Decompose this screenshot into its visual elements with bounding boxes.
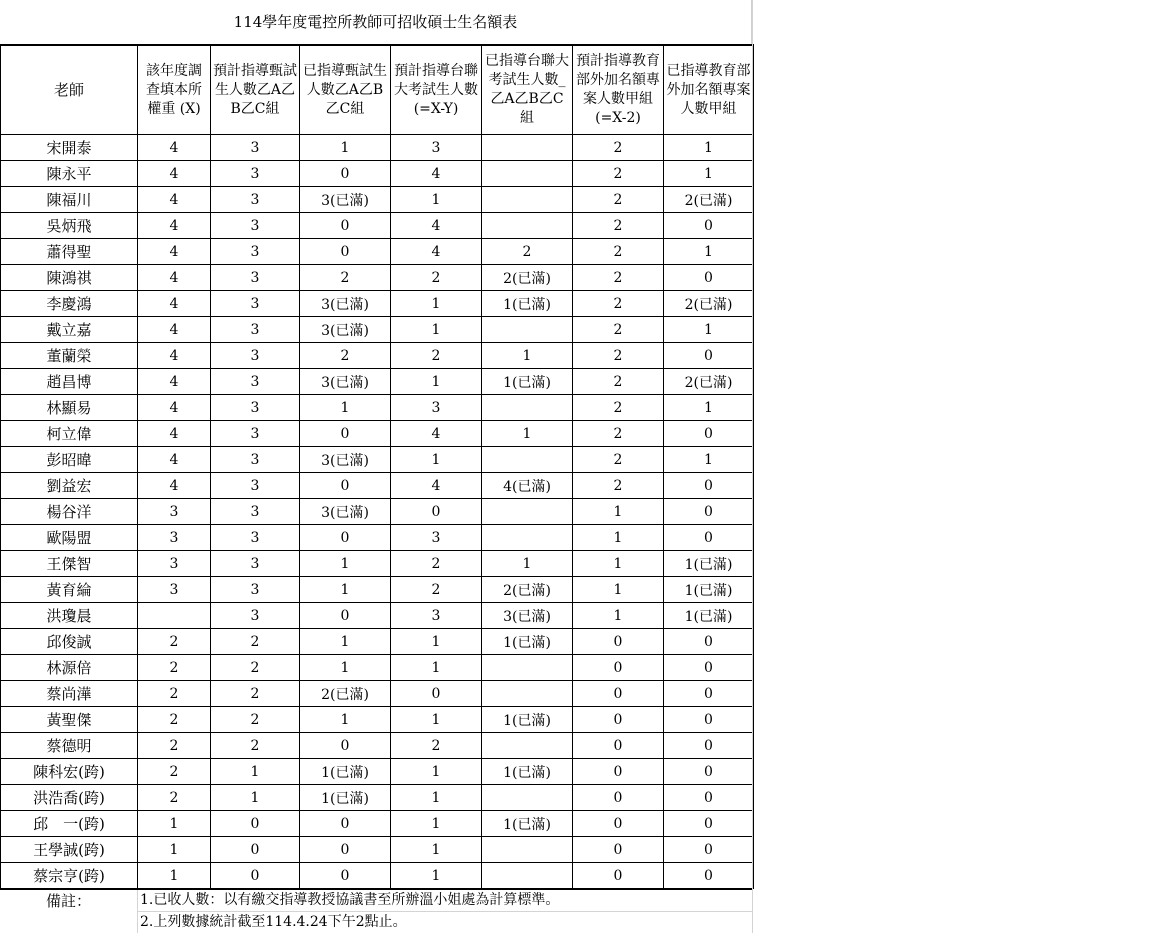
cell-planned-exam[interactable]: 3 bbox=[391, 395, 482, 421]
cell-admitted-recommended[interactable]: 3(已滿) bbox=[300, 187, 391, 213]
table-row bbox=[1, 421, 754, 447]
cell-weight[interactable]: 4 bbox=[138, 369, 211, 395]
cell-planned-exam[interactable]: 2 bbox=[391, 577, 482, 603]
table-row bbox=[1, 343, 754, 369]
table-row bbox=[1, 759, 754, 785]
sheet-title: 114學年度電控所教師可招收碩士生名額表 bbox=[0, 0, 752, 45]
cell-admitted-moe[interactable]: 0 bbox=[664, 525, 754, 551]
cell-planned-exam[interactable]: 1 bbox=[391, 863, 482, 889]
table-row bbox=[1, 213, 754, 239]
cell-admitted-moe[interactable]: 1 bbox=[664, 317, 754, 343]
header-row bbox=[1, 45, 754, 135]
cell-admitted-recommended[interactable]: 2 bbox=[300, 265, 391, 291]
cell-admitted-exam[interactable]: 1(已滿) bbox=[482, 369, 573, 395]
cell-teacher-name[interactable]: 黃聖傑 bbox=[1, 707, 138, 733]
cell-admitted-recommended[interactable]: 0 bbox=[300, 213, 391, 239]
cell-planned-moe[interactable]: 2 bbox=[573, 265, 664, 291]
cell-planned-recommended[interactable]: 3 bbox=[211, 187, 300, 213]
cell-admitted-recommended[interactable]: 1(已滿) bbox=[300, 759, 391, 785]
cell-planned-exam[interactable]: 3 bbox=[391, 525, 482, 551]
table-row bbox=[1, 811, 754, 837]
column-header-planned-recommended[interactable]: 預計指導甄試生人數乙A乙B乙C組 bbox=[211, 45, 300, 135]
cell-weight[interactable]: 1 bbox=[138, 863, 211, 889]
cell-admitted-exam[interactable]: 1 bbox=[482, 343, 573, 369]
cell-admitted-exam[interactable]: 1 bbox=[482, 551, 573, 577]
cell-planned-moe[interactable]: 0 bbox=[573, 655, 664, 681]
quota-table bbox=[0, 44, 754, 889]
cell-weight[interactable]: 4 bbox=[138, 213, 211, 239]
cell-planned-moe[interactable]: 2 bbox=[573, 473, 664, 499]
cell-planned-exam[interactable]: 2 bbox=[391, 551, 482, 577]
cell-planned-recommended[interactable]: 3 bbox=[211, 525, 300, 551]
cell-weight[interactable]: 1 bbox=[138, 811, 211, 837]
cell-weight[interactable]: 4 bbox=[138, 239, 211, 265]
cell-planned-recommended[interactable]: 1 bbox=[211, 785, 300, 811]
cell-weight[interactable]: 2 bbox=[138, 655, 211, 681]
cell-admitted-exam[interactable] bbox=[482, 785, 573, 811]
notes-section bbox=[0, 888, 753, 933]
cell-planned-recommended[interactable]: 3 bbox=[211, 499, 300, 525]
cell-planned-recommended[interactable]: 3 bbox=[211, 135, 300, 161]
cell-planned-exam[interactable]: 0 bbox=[391, 499, 482, 525]
cell-planned-exam[interactable]: 4 bbox=[391, 213, 482, 239]
cell-admitted-recommended[interactable]: 1 bbox=[300, 629, 391, 655]
cell-admitted-recommended[interactable]: 1 bbox=[300, 577, 391, 603]
cell-planned-recommended[interactable]: 3 bbox=[211, 317, 300, 343]
cell-planned-exam[interactable]: 3 bbox=[391, 135, 482, 161]
cell-admitted-moe[interactable]: 2(已滿) bbox=[664, 187, 754, 213]
cell-admitted-exam[interactable] bbox=[482, 863, 573, 889]
cell-admitted-recommended[interactable]: 0 bbox=[300, 239, 391, 265]
table-row bbox=[1, 681, 754, 707]
table-row bbox=[1, 499, 754, 525]
cell-admitted-exam[interactable]: 1(已滿) bbox=[482, 811, 573, 837]
column-header-weight[interactable]: 該年度調查填本所權重 (X) bbox=[138, 45, 211, 135]
cell-teacher-name[interactable]: 蕭得聖 bbox=[1, 239, 138, 265]
cell-planned-moe[interactable]: 2 bbox=[573, 369, 664, 395]
cell-planned-recommended[interactable]: 0 bbox=[211, 863, 300, 889]
table-row bbox=[1, 395, 754, 421]
cell-admitted-moe[interactable]: 1(已滿) bbox=[664, 603, 754, 629]
cell-admitted-recommended[interactable]: 3(已滿) bbox=[300, 369, 391, 395]
cell-planned-moe[interactable]: 0 bbox=[573, 681, 664, 707]
cell-planned-exam[interactable]: 1 bbox=[391, 317, 482, 343]
cell-weight[interactable] bbox=[138, 603, 211, 629]
cell-admitted-recommended[interactable]: 0 bbox=[300, 525, 391, 551]
cell-planned-moe[interactable]: 1 bbox=[573, 551, 664, 577]
cell-planned-exam[interactable]: 2 bbox=[391, 733, 482, 759]
cell-admitted-moe[interactable]: 0 bbox=[664, 265, 754, 291]
cell-admitted-exam[interactable] bbox=[482, 681, 573, 707]
cell-planned-recommended[interactable]: 2 bbox=[211, 629, 300, 655]
cell-teacher-name[interactable]: 楊谷洋 bbox=[1, 499, 138, 525]
cell-planned-recommended[interactable]: 2 bbox=[211, 733, 300, 759]
cell-planned-exam[interactable]: 2 bbox=[391, 343, 482, 369]
cell-admitted-moe[interactable]: 0 bbox=[664, 629, 754, 655]
cell-planned-exam[interactable]: 2 bbox=[391, 265, 482, 291]
table-row bbox=[1, 629, 754, 655]
cell-planned-recommended[interactable]: 3 bbox=[211, 447, 300, 473]
cell-planned-exam[interactable]: 1 bbox=[391, 447, 482, 473]
cell-planned-moe[interactable]: 2 bbox=[573, 447, 664, 473]
cell-weight[interactable]: 2 bbox=[138, 707, 211, 733]
cell-admitted-moe[interactable]: 2(已滿) bbox=[664, 369, 754, 395]
cell-admitted-moe[interactable]: 0 bbox=[664, 785, 754, 811]
cell-teacher-name[interactable]: 陳福川 bbox=[1, 187, 138, 213]
cell-admitted-exam[interactable] bbox=[482, 161, 573, 187]
cell-admitted-moe[interactable]: 0 bbox=[664, 759, 754, 785]
cell-planned-exam[interactable]: 1 bbox=[391, 655, 482, 681]
cell-admitted-exam[interactable]: 2(已滿) bbox=[482, 265, 573, 291]
cell-weight[interactable]: 4 bbox=[138, 343, 211, 369]
cell-planned-moe[interactable]: 2 bbox=[573, 239, 664, 265]
cell-planned-moe[interactable]: 0 bbox=[573, 785, 664, 811]
cell-teacher-name[interactable]: 黃育綸 bbox=[1, 577, 138, 603]
table-row bbox=[1, 317, 754, 343]
column-header-admitted-exam[interactable]: 已指導台聯大考試生人數_乙A乙B乙C組 bbox=[482, 45, 573, 135]
table-row bbox=[1, 525, 754, 551]
cell-admitted-moe[interactable]: 1(已滿) bbox=[664, 577, 754, 603]
cell-planned-moe[interactable]: 2 bbox=[573, 187, 664, 213]
cell-planned-recommended[interactable]: 1 bbox=[211, 759, 300, 785]
cell-planned-recommended[interactable]: 3 bbox=[211, 213, 300, 239]
cell-weight[interactable]: 4 bbox=[138, 447, 211, 473]
cell-admitted-recommended[interactable]: 3(已滿) bbox=[300, 317, 391, 343]
table-row bbox=[1, 135, 754, 161]
cell-admitted-exam[interactable] bbox=[482, 733, 573, 759]
cell-planned-moe[interactable]: 2 bbox=[573, 343, 664, 369]
cell-admitted-recommended[interactable]: 0 bbox=[300, 811, 391, 837]
cell-weight[interactable]: 2 bbox=[138, 681, 211, 707]
cell-planned-moe[interactable]: 1 bbox=[573, 525, 664, 551]
cell-planned-moe[interactable]: 2 bbox=[573, 135, 664, 161]
cell-planned-exam[interactable]: 4 bbox=[391, 473, 482, 499]
cell-planned-moe[interactable]: 2 bbox=[573, 213, 664, 239]
cell-planned-moe[interactable]: 0 bbox=[573, 707, 664, 733]
cell-teacher-name[interactable]: 彭昭暐 bbox=[1, 447, 138, 473]
cell-planned-recommended[interactable]: 3 bbox=[211, 239, 300, 265]
cell-teacher-name[interactable]: 邱 一(跨) bbox=[1, 811, 138, 837]
cell-teacher-name[interactable]: 柯立偉 bbox=[1, 421, 138, 447]
cell-planned-exam[interactable]: 1 bbox=[391, 291, 482, 317]
cell-teacher-name[interactable]: 劉益宏 bbox=[1, 473, 138, 499]
cell-weight[interactable]: 2 bbox=[138, 785, 211, 811]
cell-planned-exam[interactable]: 1 bbox=[391, 837, 482, 863]
cell-admitted-exam[interactable]: 1(已滿) bbox=[482, 759, 573, 785]
cell-teacher-name[interactable]: 林顯易 bbox=[1, 395, 138, 421]
column-header-planned-moe[interactable]: 預計指導教育部外加名額專案人數甲組(=X-2) bbox=[573, 45, 664, 135]
cell-teacher-name[interactable]: 李慶鴻 bbox=[1, 291, 138, 317]
cell-admitted-moe[interactable]: 1 bbox=[664, 135, 754, 161]
cell-planned-moe[interactable]: 0 bbox=[573, 759, 664, 785]
cell-admitted-moe[interactable]: 2(已滿) bbox=[664, 291, 754, 317]
cell-admitted-moe[interactable]: 0 bbox=[664, 655, 754, 681]
column-header-planned-exam[interactable]: 預計指導台聯大考試生人數(=X-Y) bbox=[391, 45, 482, 135]
cell-admitted-moe[interactable]: 0 bbox=[664, 733, 754, 759]
cell-admitted-exam[interactable] bbox=[482, 395, 573, 421]
column-header-teacher[interactable]: 老師 bbox=[1, 45, 138, 135]
cell-admitted-recommended[interactable]: 2 bbox=[300, 343, 391, 369]
cell-planned-moe[interactable]: 2 bbox=[573, 291, 664, 317]
table-row bbox=[1, 707, 754, 733]
cell-admitted-exam[interactable] bbox=[482, 187, 573, 213]
cell-admitted-exam[interactable] bbox=[482, 447, 573, 473]
cell-admitted-exam[interactable] bbox=[482, 135, 573, 161]
cell-admitted-recommended[interactable]: 1 bbox=[300, 135, 391, 161]
cell-admitted-exam[interactable] bbox=[482, 317, 573, 343]
cell-admitted-recommended[interactable]: 0 bbox=[300, 603, 391, 629]
cell-planned-recommended[interactable]: 3 bbox=[211, 577, 300, 603]
cell-admitted-recommended[interactable]: 0 bbox=[300, 837, 391, 863]
table-row bbox=[1, 239, 754, 265]
cell-weight[interactable]: 4 bbox=[138, 135, 211, 161]
cell-planned-moe[interactable]: 1 bbox=[573, 577, 664, 603]
cell-planned-moe[interactable]: 0 bbox=[573, 733, 664, 759]
cell-planned-recommended[interactable]: 0 bbox=[211, 837, 300, 863]
cell-weight[interactable]: 4 bbox=[138, 421, 211, 447]
cell-planned-exam[interactable]: 4 bbox=[391, 421, 482, 447]
cell-admitted-exam[interactable] bbox=[482, 213, 573, 239]
table-row bbox=[1, 785, 754, 811]
cell-admitted-exam[interactable]: 2 bbox=[482, 239, 573, 265]
cell-planned-recommended[interactable]: 2 bbox=[211, 707, 300, 733]
cell-teacher-name[interactable]: 趙昌博 bbox=[1, 369, 138, 395]
notes-label[interactable]: 備註： bbox=[45, 892, 91, 910]
table-row bbox=[1, 265, 754, 291]
cell-admitted-moe[interactable]: 1(已滿) bbox=[664, 551, 754, 577]
cell-admitted-moe[interactable]: 0 bbox=[664, 343, 754, 369]
cell-admitted-exam[interactable]: 1(已滿) bbox=[482, 707, 573, 733]
cell-planned-exam[interactable]: 1 bbox=[391, 187, 482, 213]
cell-teacher-name[interactable]: 蔡宗亨(跨) bbox=[1, 863, 138, 889]
cell-teacher-name[interactable]: 陳科宏(跨) bbox=[1, 759, 138, 785]
column-gridline bbox=[752, 0, 753, 933]
table-row bbox=[1, 733, 754, 759]
cell-planned-moe[interactable]: 0 bbox=[573, 837, 664, 863]
cell-teacher-name[interactable]: 陳永平 bbox=[1, 161, 138, 187]
cell-admitted-recommended[interactable]: 0 bbox=[300, 733, 391, 759]
cell-admitted-moe[interactable]: 1 bbox=[664, 447, 754, 473]
cell-admitted-exam[interactable]: 2(已滿) bbox=[482, 577, 573, 603]
cell-planned-moe[interactable]: 2 bbox=[573, 421, 664, 447]
cell-planned-recommended[interactable]: 3 bbox=[211, 603, 300, 629]
cell-planned-moe[interactable]: 2 bbox=[573, 317, 664, 343]
cell-admitted-recommended[interactable]: 1 bbox=[300, 707, 391, 733]
cell-teacher-name[interactable]: 王傑智 bbox=[1, 551, 138, 577]
cell-weight[interactable]: 2 bbox=[138, 733, 211, 759]
cell-planned-exam[interactable]: 4 bbox=[391, 239, 482, 265]
cell-weight[interactable]: 3 bbox=[138, 499, 211, 525]
table-row bbox=[1, 161, 754, 187]
table-row bbox=[1, 187, 754, 213]
cell-planned-exam[interactable]: 1 bbox=[391, 811, 482, 837]
cell-weight[interactable]: 4 bbox=[138, 265, 211, 291]
cell-planned-recommended[interactable]: 3 bbox=[211, 161, 300, 187]
cell-teacher-name[interactable]: 洪浩喬(跨) bbox=[1, 785, 138, 811]
cell-planned-recommended[interactable]: 3 bbox=[211, 473, 300, 499]
cell-teacher-name[interactable]: 董蘭榮 bbox=[1, 343, 138, 369]
cell-planned-recommended[interactable]: 0 bbox=[211, 811, 300, 837]
cell-admitted-exam[interactable]: 3(已滿) bbox=[482, 603, 573, 629]
cell-teacher-name[interactable]: 洪瓊晨 bbox=[1, 603, 138, 629]
cell-planned-moe[interactable]: 0 bbox=[573, 863, 664, 889]
cell-admitted-exam[interactable] bbox=[482, 499, 573, 525]
cell-planned-moe[interactable]: 0 bbox=[573, 811, 664, 837]
cell-teacher-name[interactable]: 吳炳飛 bbox=[1, 213, 138, 239]
table-row bbox=[1, 473, 754, 499]
cell-planned-moe[interactable]: 1 bbox=[573, 499, 664, 525]
cell-planned-exam[interactable]: 4 bbox=[391, 161, 482, 187]
table-body bbox=[1, 135, 754, 889]
cell-weight[interactable]: 3 bbox=[138, 525, 211, 551]
cell-weight[interactable]: 4 bbox=[138, 291, 211, 317]
cell-teacher-name[interactable]: 王學誠(跨) bbox=[1, 837, 138, 863]
cell-admitted-recommended[interactable]: 3(已滿) bbox=[300, 291, 391, 317]
cell-weight[interactable]: 3 bbox=[138, 577, 211, 603]
cell-admitted-moe[interactable]: 0 bbox=[664, 863, 754, 889]
cell-admitted-moe[interactable]: 0 bbox=[664, 811, 754, 837]
cell-admitted-moe[interactable]: 0 bbox=[664, 421, 754, 447]
cell-admitted-recommended[interactable]: 1 bbox=[300, 655, 391, 681]
cell-weight[interactable]: 2 bbox=[138, 629, 211, 655]
cell-teacher-name[interactable]: 歐陽盟 bbox=[1, 525, 138, 551]
cell-admitted-moe[interactable]: 1 bbox=[664, 239, 754, 265]
cell-admitted-moe[interactable]: 1 bbox=[664, 395, 754, 421]
cell-admitted-recommended[interactable]: 2(已滿) bbox=[300, 681, 391, 707]
cell-teacher-name[interactable]: 蔡尚澕 bbox=[1, 681, 138, 707]
cell-admitted-recommended[interactable]: 3(已滿) bbox=[300, 447, 391, 473]
column-header-admitted-moe[interactable]: 已指導教育部外加名額專案人數甲組 bbox=[664, 45, 754, 135]
cell-teacher-name[interactable]: 戴立嘉 bbox=[1, 317, 138, 343]
table-row bbox=[1, 551, 754, 577]
cell-teacher-name[interactable]: 邱俊誠 bbox=[1, 629, 138, 655]
cell-planned-moe[interactable]: 2 bbox=[573, 161, 664, 187]
cell-admitted-recommended[interactable]: 0 bbox=[300, 161, 391, 187]
cell-admitted-exam[interactable]: 1(已滿) bbox=[482, 629, 573, 655]
table-row bbox=[1, 863, 754, 889]
cell-planned-moe[interactable]: 2 bbox=[573, 395, 664, 421]
cell-admitted-moe[interactable]: 1 bbox=[664, 161, 754, 187]
cell-weight[interactable]: 4 bbox=[138, 161, 211, 187]
cell-planned-recommended[interactable]: 2 bbox=[211, 681, 300, 707]
cell-teacher-name[interactable]: 宋開泰 bbox=[1, 135, 138, 161]
cell-admitted-exam[interactable] bbox=[482, 655, 573, 681]
cell-admitted-recommended[interactable]: 1 bbox=[300, 551, 391, 577]
cell-weight[interactable]: 4 bbox=[138, 473, 211, 499]
cell-planned-recommended[interactable]: 3 bbox=[211, 291, 300, 317]
cell-planned-exam[interactable]: 1 bbox=[391, 759, 482, 785]
cell-admitted-exam[interactable]: 4(已滿) bbox=[482, 473, 573, 499]
cell-teacher-name[interactable]: 蔡德明 bbox=[1, 733, 138, 759]
cell-teacher-name[interactable]: 林源倍 bbox=[1, 655, 138, 681]
table-row bbox=[1, 447, 754, 473]
cell-planned-recommended[interactable]: 3 bbox=[211, 343, 300, 369]
table-row bbox=[1, 655, 754, 681]
table-row bbox=[1, 577, 754, 603]
cell-admitted-moe[interactable]: 0 bbox=[664, 473, 754, 499]
table-row bbox=[1, 369, 754, 395]
cell-admitted-recommended[interactable]: 0 bbox=[300, 473, 391, 499]
cell-admitted-moe[interactable]: 0 bbox=[664, 837, 754, 863]
cell-admitted-moe[interactable]: 0 bbox=[664, 707, 754, 733]
cell-admitted-recommended[interactable]: 3(已滿) bbox=[300, 499, 391, 525]
cell-planned-exam[interactable]: 1 bbox=[391, 707, 482, 733]
cell-planned-recommended[interactable]: 2 bbox=[211, 655, 300, 681]
cell-weight[interactable]: 2 bbox=[138, 759, 211, 785]
cell-planned-exam[interactable]: 0 bbox=[391, 681, 482, 707]
cell-admitted-recommended[interactable]: 1 bbox=[300, 395, 391, 421]
cell-admitted-moe[interactable]: 0 bbox=[664, 213, 754, 239]
cell-admitted-moe[interactable]: 0 bbox=[664, 499, 754, 525]
note-line-2[interactable]: 2.上列數據統計截至114.4.24下午2點止。 bbox=[140, 914, 407, 930]
cell-planned-recommended[interactable]: 3 bbox=[211, 395, 300, 421]
cell-weight[interactable]: 1 bbox=[138, 837, 211, 863]
table-row bbox=[1, 603, 754, 629]
cell-weight[interactable]: 3 bbox=[138, 551, 211, 577]
cell-planned-moe[interactable]: 0 bbox=[573, 629, 664, 655]
cell-admitted-recommended[interactable]: 0 bbox=[300, 421, 391, 447]
cell-weight[interactable]: 4 bbox=[138, 395, 211, 421]
cell-planned-recommended[interactable]: 3 bbox=[211, 369, 300, 395]
table-row bbox=[1, 837, 754, 863]
note-line-1[interactable]: 1.已收人數：以有繳交指導教授協議書至所辦溫小姐處為計算標準。 bbox=[140, 892, 560, 908]
cell-weight[interactable]: 4 bbox=[138, 317, 211, 343]
column-header-admitted-recommended[interactable]: 已指導甄試生人數乙A乙B乙C組 bbox=[300, 45, 391, 135]
cell-planned-exam[interactable]: 1 bbox=[391, 369, 482, 395]
cell-admitted-exam[interactable]: 1 bbox=[482, 421, 573, 447]
cell-planned-recommended[interactable]: 3 bbox=[211, 265, 300, 291]
cell-teacher-name[interactable]: 陳鴻祺 bbox=[1, 265, 138, 291]
cell-admitted-recommended[interactable]: 1(已滿) bbox=[300, 785, 391, 811]
cell-admitted-moe[interactable]: 0 bbox=[664, 681, 754, 707]
cell-weight[interactable]: 4 bbox=[138, 187, 211, 213]
cell-planned-exam[interactable]: 1 bbox=[391, 785, 482, 811]
cell-planned-recommended[interactable]: 3 bbox=[211, 551, 300, 577]
table-row bbox=[1, 291, 754, 317]
cell-planned-recommended[interactable]: 3 bbox=[211, 421, 300, 447]
cell-planned-exam[interactable]: 1 bbox=[391, 629, 482, 655]
cell-admitted-recommended[interactable]: 0 bbox=[300, 863, 391, 889]
cell-admitted-exam[interactable]: 1(已滿) bbox=[482, 291, 573, 317]
cell-admitted-exam[interactable] bbox=[482, 525, 573, 551]
cell-admitted-exam[interactable] bbox=[482, 837, 573, 863]
cell-planned-moe[interactable]: 1 bbox=[573, 603, 664, 629]
cell-planned-exam[interactable]: 3 bbox=[391, 603, 482, 629]
